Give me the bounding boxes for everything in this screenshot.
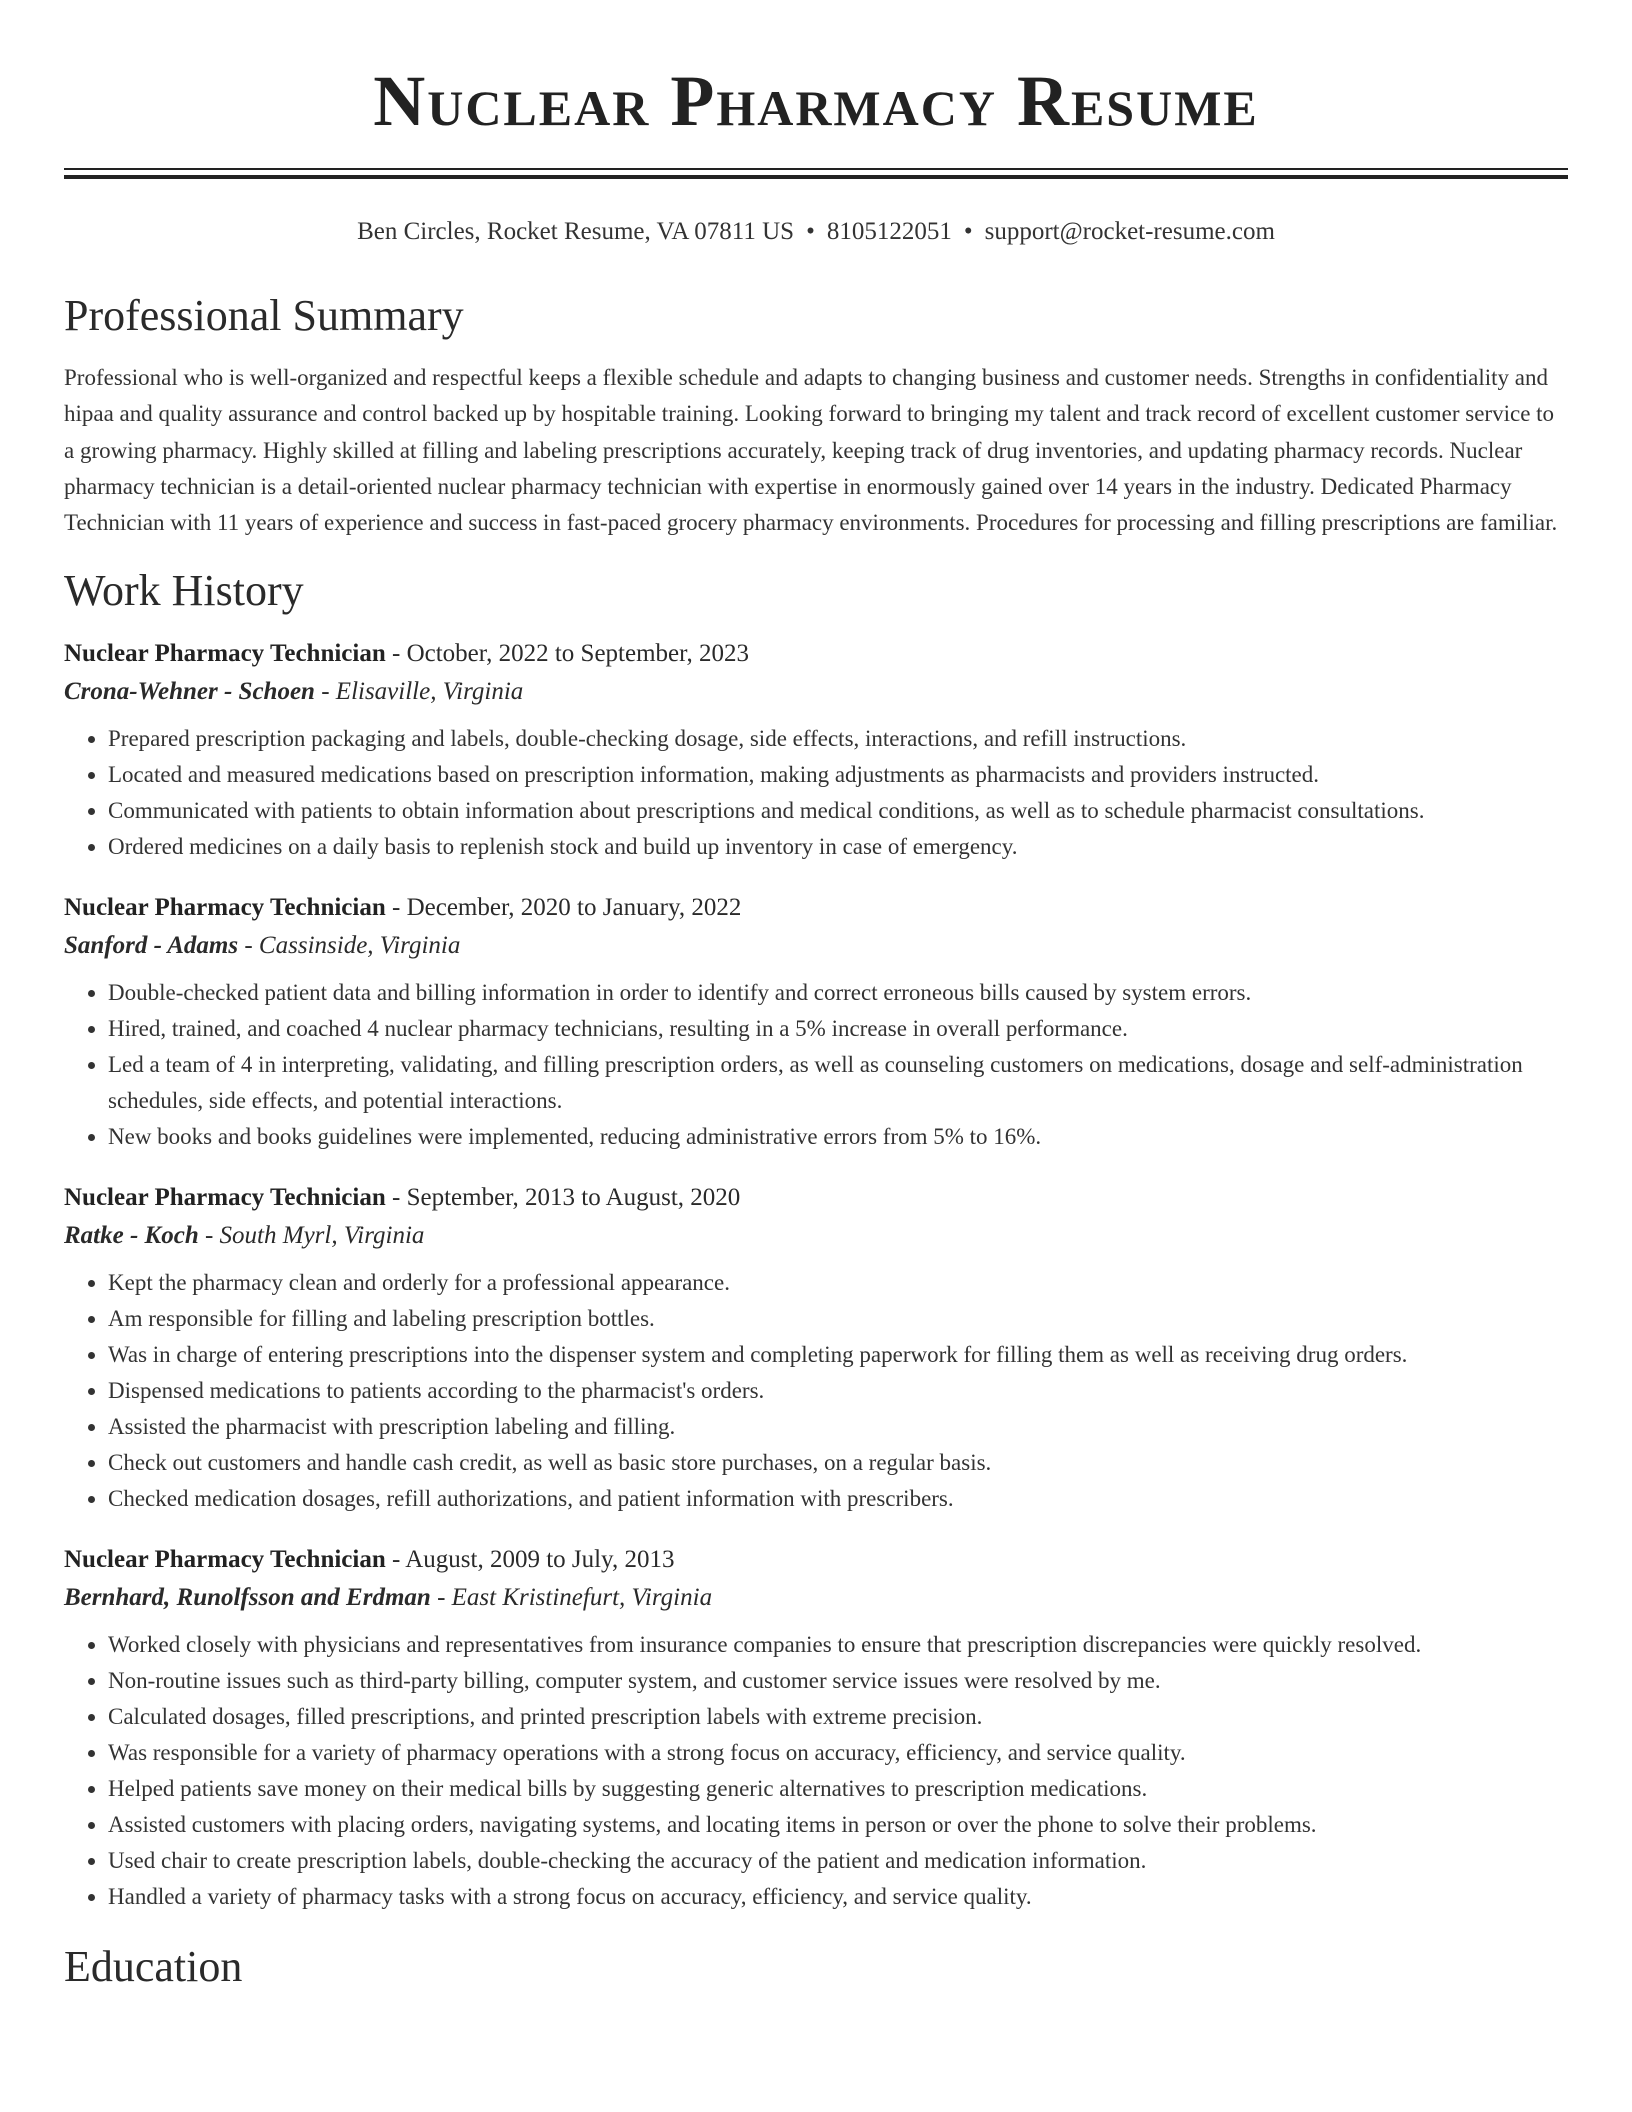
job-dates: - December, 2020 to January, 2022 <box>385 894 742 922</box>
duty-item: • Calculated dosages, filled prescriptions, and printed prescription labels with extreme precision. <box>108 1699 1568 1735</box>
title-divider-thin <box>64 168 1568 170</box>
employer-name: Crona-Wehner - Schoen <box>64 678 315 706</box>
duty-item: • Worked closely with physicians and representatives from insurance companies to ensure that prescription discrepancies were quickly resolved. <box>108 1627 1568 1663</box>
job-title-line <box>64 1179 1568 1217</box>
job-title: Nuclear Pharmacy Technician <box>64 894 386 922</box>
duty-item: • Double-checked patient data and billing information in order to identify and correct erroneous bills caused by system errors. <box>108 975 1568 1011</box>
duty-item: • Check out customers and handle cash credit, as well as basic store purchases, on a regular basis. <box>108 1445 1568 1481</box>
contact-address: Ben Circles, Rocket Resume, VA 07811 US <box>357 218 795 245</box>
duty-item: • Handled a variety of pharmacy tasks with a strong focus on accuracy, efficiency, and service quality. <box>108 1879 1568 1915</box>
duty-item: • Ordered medicines on a daily basis to replenish stock and build up inventory in case of emergency. <box>108 829 1568 865</box>
job-entry <box>64 1179 1568 1517</box>
education-heading: Education <box>64 1942 243 1992</box>
summary-text: Professional who is well-organized and respectful keeps a flexible schedule and adapts to changing business and customer needs. Strengths in confidentiality and hipaa and quality assurance and control backed up by hospitable training. Looking forward to bringing my talent and track record of excellent customer service to a growing pharmacy. Highly skilled at filling and labeling prescriptions accurately, keeping track of drug inventories, and updating pharmacy records. Nuclear pharmacy technician is a detail-oriented nuclear pharmacy technician with expertise in enormously gained over 14 years in the industry. Dedicated Pharmacy Technician with 11 years of experience and success in fast-paced grocery pharmacy environments. Procedures for processing and filling prescriptions are familiar. <box>64 365 1558 536</box>
employer-name: Sanford - Adams <box>64 932 239 960</box>
job-title-line <box>64 889 1568 927</box>
summary-section <box>64 288 1568 541</box>
contact-email: support@rocket-resume.com <box>984 218 1275 245</box>
contact-line <box>0 214 1632 250</box>
employer-name: Bernhard, Runolfsson and Erdman <box>64 1584 431 1612</box>
duty-item: • Was in charge of entering prescriptions into the dispenser system and completing paperwork for filling them as well as receiving drug orders. <box>108 1337 1568 1373</box>
duty-item: • Checked medication dosages, refill authorizations, and patient information with prescribers. <box>108 1481 1568 1517</box>
resume-title: Nuclear Pharmacy Resume <box>373 61 1259 141</box>
work-history-heading: Work History <box>64 566 304 616</box>
employer-location: - Elisaville, Virginia <box>314 678 524 706</box>
duty-item: • Communicated with patients to obtain information about prescriptions and medical conditions, as well as to schedule pharmacist consultations. <box>108 793 1568 829</box>
employer-location: - Cassinside, Virginia <box>238 932 461 960</box>
duty-item: • Am responsible for filling and labeling prescription bottles. <box>108 1301 1568 1337</box>
work-history-section <box>64 563 1568 1915</box>
duty-list <box>64 1265 1568 1517</box>
job-title-line <box>64 635 1568 673</box>
contact-separator: • <box>806 218 815 245</box>
job-title: Nuclear Pharmacy Technician <box>64 1184 386 1212</box>
job-dates: - September, 2013 to August, 2020 <box>385 1184 741 1212</box>
contact-separator: • <box>963 218 973 245</box>
duty-list <box>64 1627 1568 1915</box>
resume-content <box>64 288 1568 2011</box>
duty-item: • Assisted customers with placing orders, navigating systems, and locating items in person or over the phone to solve their problems. <box>108 1807 1568 1843</box>
duty-item: • Prepared prescription packaging and labels, double-checking dosage, side effects, interactions, and refill instructions. <box>108 721 1568 757</box>
job-dates: - August, 2009 to July, 2013 <box>385 1546 675 1574</box>
employer-line <box>64 1579 1568 1617</box>
employer-location: - South Myrl, Virginia <box>198 1222 425 1250</box>
employer-location: - East Kristinefurt, Virginia <box>430 1584 713 1612</box>
employer-line <box>64 673 1568 711</box>
duty-item: • Was responsible for a variety of pharmacy operations with a strong focus on accuracy, efficiency, and service quality. <box>108 1735 1568 1771</box>
duty-item: • Led a team of 4 in interpreting, validating, and filling prescription orders, as well as counseling customers on medications, dosage and self-administration schedules, side effects, and potential interactions. <box>108 1047 1568 1119</box>
job-title: Nuclear Pharmacy Technician <box>64 640 386 668</box>
duty-item: • Helped patients save money on their medical bills by suggesting generic alternatives to prescription medications. <box>108 1771 1568 1807</box>
duty-item: • Non-routine issues such as third-party billing, computer system, and customer service issues were resolved by me. <box>108 1663 1568 1699</box>
job-title-line <box>64 1541 1568 1579</box>
job-entry <box>64 635 1568 865</box>
employer-name: Ratke - Koch <box>64 1222 199 1250</box>
job-title: Nuclear Pharmacy Technician <box>64 1546 386 1574</box>
duty-list <box>64 975 1568 1155</box>
title-divider-thick <box>64 175 1568 179</box>
job-dates: - October, 2022 to September, 2023 <box>385 640 749 668</box>
summary-heading: Professional Summary <box>64 291 464 340</box>
duty-item: • Assisted the pharmacist with prescription labeling and filling. <box>108 1409 1568 1445</box>
duty-item: • Dispensed medications to patients according to the pharmacist's orders. <box>108 1373 1568 1409</box>
education-section <box>64 1939 1568 1995</box>
duty-item: • Located and measured medications based on prescription information, making adjustments as pharmacists and providers instructed. <box>108 757 1568 793</box>
employer-line <box>64 1217 1568 1255</box>
duty-item: • Used chair to create prescription labels, double-checking the accuracy of the patient and medication information. <box>108 1843 1568 1879</box>
duty-item: • Hired, trained, and coached 4 nuclear pharmacy technicians, resulting in a 5% increase in overall performance. <box>108 1011 1568 1047</box>
employer-line <box>64 927 1568 965</box>
duty-item: • New books and books guidelines were implemented, reducing administrative errors from 5% to 16%. <box>108 1119 1568 1155</box>
contact-phone: 8105122051 <box>826 218 952 245</box>
duty-item: • Kept the pharmacy clean and orderly for a professional appearance. <box>108 1265 1568 1301</box>
job-entry <box>64 1541 1568 1915</box>
job-list <box>64 635 1568 1915</box>
duty-list <box>64 721 1568 865</box>
job-entry <box>64 889 1568 1155</box>
